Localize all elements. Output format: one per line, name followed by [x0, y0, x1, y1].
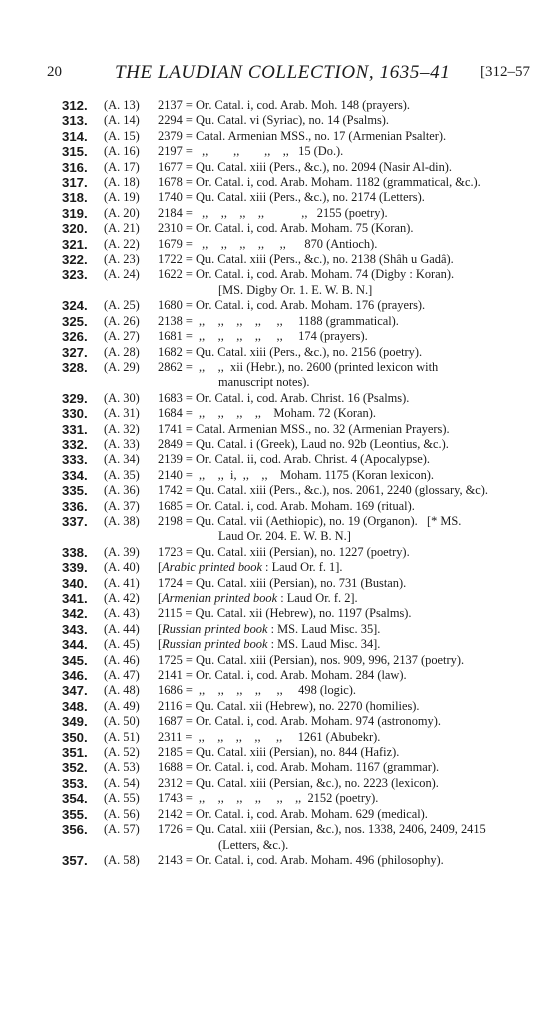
catalogue-entry	[0, 98, 557, 113]
catalogue-entry	[0, 452, 557, 467]
entry-a-number: (A. 51)	[104, 729, 140, 744]
entry-continuation: (Letters, &c.).	[218, 837, 289, 852]
entry-number: 347.	[62, 683, 88, 699]
catalogue-entry	[0, 637, 557, 652]
entry-number: 346.	[62, 668, 88, 684]
entry-number: 353.	[62, 775, 88, 791]
entry-description	[158, 791, 527, 806]
entry-description	[158, 822, 527, 853]
entry-text: 1742 = Qu. Catal. xiii (Pers., &c.), nos. 2061, 2240 (glossary, &c).	[158, 483, 489, 498]
entry-description	[158, 98, 527, 113]
page-header	[0, 62, 557, 88]
entry-description	[158, 206, 527, 221]
entry-number: 322.	[62, 252, 88, 268]
entry-description	[158, 422, 527, 437]
entry-description	[158, 637, 527, 652]
entry-description	[158, 252, 527, 267]
catalogue-entry	[0, 560, 557, 575]
entry-a-number: (A. 30)	[104, 390, 140, 405]
entry-text: 2197 = ,, ,, ,, ,, 15 (Do.).	[158, 144, 344, 159]
entry-description	[158, 730, 527, 745]
entry-a-number: (A. 23)	[104, 252, 140, 267]
entry-a-number: (A. 36)	[104, 483, 140, 498]
entry-a-number: (A. 31)	[104, 406, 140, 421]
entry-description	[158, 807, 527, 822]
entry-a-number: (A. 44)	[104, 621, 140, 636]
entry-italic-title: Russian printed book	[162, 637, 268, 652]
entry-a-number: (A. 19)	[104, 190, 140, 205]
entry-number: 351.	[62, 745, 88, 761]
entry-number: 318.	[62, 190, 88, 206]
entry-a-number: (A. 49)	[104, 698, 140, 713]
entry-number: 314.	[62, 128, 88, 144]
catalogue-entry	[0, 190, 557, 205]
entry-description	[158, 606, 527, 621]
entry-text: 1724 = Qu. Catal. xiii (Persian), no. 731 (Bustan).	[158, 575, 407, 590]
entry-a-number: (A. 21)	[104, 221, 140, 236]
entry-number: 339.	[62, 560, 88, 576]
entry-description	[158, 452, 527, 467]
entry-number: 320.	[62, 221, 88, 237]
entry-text: 1722 = Qu. Catal. xiii (Pers., &c.), no. 2138 (Shâh u Gadâ).	[158, 252, 454, 267]
entry-description	[158, 745, 527, 760]
entry-text: 2140 = ,, ,, i, ,, ,, Moham. 1175 (Koran lexicon).	[158, 467, 434, 482]
catalogue-entry	[0, 622, 557, 637]
entry-number: 342.	[62, 606, 88, 622]
entry-continuation: [MS. Digby Or. 1. E. W. B. N.]	[218, 282, 373, 297]
entry-number: 329.	[62, 390, 88, 406]
entry-text: 1678 = Or. Catal. i, cod. Arab. Moham. 1182 (grammatical, &c.).	[158, 175, 481, 190]
entry-location: : Laud Or. f. 1].	[261, 560, 343, 575]
catalogue-entry	[0, 822, 557, 853]
catalogue-entry	[0, 237, 557, 252]
entry-description	[158, 160, 527, 175]
entry-number: 355.	[62, 806, 88, 822]
entry-text: 1680 = Or. Catal. i, cod. Arab. Moham. 176 (prayers).	[158, 298, 426, 313]
catalogue-entry	[0, 760, 557, 775]
entry-text: 1686 = ,, ,, ,, ,, ,, 498 (logic).	[158, 683, 356, 698]
catalogue-entry	[0, 329, 557, 344]
entry-number: 334.	[62, 467, 88, 483]
entry-a-number: (A. 13)	[104, 98, 140, 112]
entry-description	[158, 129, 527, 144]
entry-number: 352.	[62, 760, 88, 776]
entry-description	[158, 560, 527, 575]
catalogue-entry	[0, 699, 557, 714]
entry-number: 356.	[62, 822, 88, 838]
entry-number: 323.	[62, 267, 88, 283]
catalogue-entry	[0, 745, 557, 760]
entry-number: 345.	[62, 652, 88, 668]
entry-a-number: (A. 41)	[104, 575, 140, 590]
entry-description	[158, 298, 527, 313]
entry-description	[158, 591, 527, 606]
entry-a-number: (A. 32)	[104, 421, 140, 436]
entry-number: 337.	[62, 513, 88, 529]
catalogue-entry	[0, 606, 557, 621]
entry-description	[158, 329, 527, 344]
entry-text: 1685 = Or. Catal. i, cod. Arab. Moham. 169 (ritual).	[158, 498, 415, 513]
entry-text: 1726 = Qu. Catal. xiii (Persian, &c.), nos. 1338, 2406, 2409, 2415	[158, 822, 486, 837]
entry-text: 1687 = Or. Catal. i, cod. Arab. Moham. 974 (astronomy).	[158, 714, 441, 729]
entry-a-number: (A. 58)	[104, 852, 140, 867]
entry-description	[158, 237, 527, 252]
entry-description	[158, 622, 527, 637]
entry-text: 1743 = ,, ,, ,, ,, ,, ,, 2152 (poetry).	[158, 791, 379, 806]
catalogue-entry	[0, 791, 557, 806]
entry-description	[158, 514, 527, 545]
entry-italic-title: Arabic printed book	[162, 560, 262, 575]
entry-description	[158, 437, 527, 452]
entry-text: 2115 = Qu. Catal. xii (Hebrew), no. 1197 (Psalms).	[158, 606, 412, 621]
entry-description	[158, 113, 527, 128]
catalogue-entry	[0, 252, 557, 267]
catalogue-entry	[0, 144, 557, 159]
entry-description	[158, 483, 527, 498]
entry-a-number: (A. 18)	[104, 175, 140, 190]
entry-number: 354.	[62, 791, 88, 807]
entry-a-number: (A. 29)	[104, 359, 140, 374]
entry-text: 2143 = Or. Catal. i, cod. Arab. Moham. 496 (philosophy).	[158, 852, 444, 867]
entry-text: 1682 = Qu. Catal. xiii (Pers., &c.), no. 2156 (poetry).	[158, 344, 423, 359]
catalogue-entry	[0, 360, 557, 391]
entry-description	[158, 699, 527, 714]
entry-location: : MS. Laud Misc. 34].	[267, 637, 381, 652]
entry-number: 326.	[62, 329, 88, 345]
entry-text: 2849 = Qu. Catal. i (Greek), Laud no. 92b (Leontius, &c.).	[158, 436, 449, 451]
entry-text: 1679 = ,, ,, ,, ,, ,, 870 (Antioch).	[158, 236, 378, 251]
entry-description	[158, 221, 527, 236]
entry-a-number: (A. 35)	[104, 467, 140, 482]
entry-description	[158, 345, 527, 360]
catalogue-entry	[0, 221, 557, 236]
entry-a-number: (A. 34)	[104, 452, 140, 467]
catalogue-entry	[0, 129, 557, 144]
entry-description	[158, 668, 527, 683]
entry-text: 2138 = ,, ,, ,, ,, ,, 1188 (grammatical).	[158, 313, 399, 328]
entry-italic-title: Armenian printed book	[162, 591, 278, 605]
entry-a-number: (A. 52)	[104, 745, 140, 760]
entry-range: [312–57	[480, 64, 530, 80]
entry-number: 341.	[62, 591, 88, 606]
entry-text: 2310 = Or. Catal. i, cod. Arab. Moham. 75 (Koran).	[158, 221, 414, 236]
catalogue-entry	[0, 545, 557, 560]
entry-a-number: (A. 56)	[104, 806, 140, 821]
entry-number: 340.	[62, 575, 88, 591]
entry-description	[158, 406, 527, 421]
entry-text: 2184 = ,, ,, ,, ,, ,, 2155 (poetry).	[158, 205, 388, 220]
entry-text: 2116 = Qu. Catal. xii (Hebrew), no. 2270 (homilies).	[158, 698, 420, 713]
entry-number: 321.	[62, 236, 88, 252]
catalogue-entry	[0, 853, 557, 868]
entry-number: 312.	[62, 98, 88, 113]
entry-bracket-open: [	[158, 637, 163, 652]
entry-a-number: (A. 42)	[104, 591, 140, 605]
catalogue-entry	[0, 175, 557, 190]
entry-description	[158, 175, 527, 190]
entry-number: 333.	[62, 452, 88, 468]
entry-number: 331.	[62, 421, 88, 437]
entry-continuation: Laud Or. 204. E. W. B. N.]	[218, 529, 351, 544]
entry-continuation: manuscript notes).	[218, 375, 310, 390]
entry-a-number: (A. 53)	[104, 760, 140, 775]
entry-number: 315.	[62, 144, 88, 160]
entry-a-number: (A. 54)	[104, 775, 140, 790]
entry-text: 2294 = Qu. Catal. vi (Syriac), no. 14 (Psalms).	[158, 113, 390, 128]
entry-a-number: (A. 57)	[104, 822, 140, 837]
entry-number: 350.	[62, 729, 88, 745]
entry-a-number: (A. 43)	[104, 606, 140, 621]
catalogue-entry	[0, 576, 557, 591]
entry-a-number: (A. 26)	[104, 313, 140, 328]
catalogue-entry	[0, 422, 557, 437]
entry-description	[158, 776, 527, 791]
catalogue-entry	[0, 483, 557, 498]
entry-bracket-open: [	[158, 591, 163, 605]
entry-a-number: (A. 14)	[104, 113, 140, 128]
entry-a-number: (A. 45)	[104, 637, 140, 652]
catalogue-entry	[0, 468, 557, 483]
entry-description	[158, 760, 527, 775]
entry-number: 343.	[62, 621, 88, 637]
entry-description	[158, 391, 527, 406]
entry-bracket-open: [	[158, 560, 163, 575]
entry-number: 336.	[62, 498, 88, 514]
entry-description	[158, 576, 527, 591]
entry-bracket-open: [	[158, 621, 163, 636]
entry-description	[158, 360, 527, 391]
catalogue-entry	[0, 514, 557, 545]
entry-description	[158, 190, 527, 205]
entry-number: 332.	[62, 436, 88, 452]
entry-location: : Laud Or. f. 2].	[277, 591, 358, 605]
entry-description	[158, 853, 527, 868]
catalogue-entry	[0, 714, 557, 729]
catalogue-entry	[0, 499, 557, 514]
entry-a-number: (A. 48)	[104, 683, 140, 698]
entry-a-number: (A. 46)	[104, 652, 140, 667]
catalogue-entry	[0, 591, 557, 606]
catalogue-entry	[0, 683, 557, 698]
catalogue-entry	[0, 668, 557, 683]
entry-number: 328.	[62, 359, 88, 375]
entry-text: 2198 = Qu. Catal. vii (Aethiopic), no. 19 (Organon). [* MS.	[158, 513, 462, 528]
entry-number: 349.	[62, 714, 88, 730]
entry-a-number: (A. 27)	[104, 329, 140, 344]
entry-text: 1741 = Catal. Armenian MSS., no. 32 (Armenian Prayers).	[158, 421, 450, 436]
page-number: 20	[47, 64, 62, 80]
entry-number: 319.	[62, 205, 88, 221]
entry-text: 1681 = ,, ,, ,, ,, ,, 174 (prayers).	[158, 329, 368, 344]
entry-number: 357.	[62, 852, 88, 868]
entry-a-number: (A. 33)	[104, 436, 140, 451]
entry-a-number: (A. 15)	[104, 128, 140, 143]
catalogue-entry	[0, 314, 557, 329]
entry-description	[158, 714, 527, 729]
entry-text: 2139 = Or. Catal. ii, cod. Arab. Christ. 4 (Apocalypse).	[158, 452, 430, 467]
catalogue-entry	[0, 437, 557, 452]
entry-description	[158, 267, 527, 298]
catalogue-entries	[0, 98, 557, 868]
entry-number: 330.	[62, 406, 88, 422]
entry-text: 1740 = Qu. Catal. xiii (Pers., &c.), no. 2174 (Letters).	[158, 190, 425, 205]
entry-a-number: (A. 38)	[104, 513, 140, 528]
entry-number: 335.	[62, 483, 88, 499]
entry-italic-title: Russian printed book	[162, 621, 268, 636]
entry-text: 2141 = Or. Catal. i, cod. Arab. Moham. 284 (law).	[158, 668, 407, 683]
entry-location: : MS. Laud Misc. 35].	[267, 621, 381, 636]
entry-number: 313.	[62, 113, 88, 129]
entry-number: 325.	[62, 313, 88, 329]
catalogue-entry	[0, 653, 557, 668]
entry-a-number: (A. 22)	[104, 236, 140, 251]
catalogue-entry	[0, 113, 557, 128]
entry-description	[158, 653, 527, 668]
catalogue-entry	[0, 206, 557, 221]
entry-text: 1622 = Or. Catal. i, cod. Arab. Moham. 74 (Digby : Koran).	[158, 267, 455, 282]
entry-number: 338.	[62, 544, 88, 560]
entry-text: 2185 = Qu. Catal. xiii (Persian), no. 844 (Hafiz).	[158, 745, 400, 760]
catalogue-entry	[0, 160, 557, 175]
entry-number: 344.	[62, 637, 88, 653]
catalogue-entry	[0, 267, 557, 298]
entry-a-number: (A. 28)	[104, 344, 140, 359]
entry-number: 316.	[62, 159, 88, 175]
entry-a-number: (A. 40)	[104, 560, 140, 575]
entry-description	[158, 314, 527, 329]
entry-description	[158, 499, 527, 514]
catalogue-entry	[0, 776, 557, 791]
entry-a-number: (A. 50)	[104, 714, 140, 729]
entry-text: 1683 = Or. Catal. i, cod. Arab. Christ. 16 (Psalms).	[158, 390, 410, 405]
entry-number: 327.	[62, 344, 88, 360]
entry-text: 2379 = Catal. Armenian MSS., no. 17 (Armenian Psalter).	[158, 128, 447, 143]
entry-text: 2312 = Qu. Catal. xiii (Persian, &c.), no. 2223 (lexicon).	[158, 775, 439, 790]
entry-description	[158, 468, 527, 483]
entry-text: 2142 = Or. Catal. i, cod. Arab. Moham. 629 (medical).	[158, 806, 428, 821]
entry-text: 2311 = ,, ,, ,, ,, ,, 1261 (Abubekr).	[158, 729, 381, 744]
entry-description	[158, 545, 527, 560]
catalogue-entry	[0, 298, 557, 313]
entry-a-number: (A. 24)	[104, 267, 140, 282]
catalogue-entry	[0, 406, 557, 421]
entry-a-number: (A. 37)	[104, 498, 140, 513]
entry-number: 348.	[62, 698, 88, 714]
entry-a-number: (A. 16)	[104, 144, 140, 159]
entry-text: 2862 = ,, ,, xii (Hebr.), no. 2600 (printed lexicon with	[158, 359, 439, 374]
entry-a-number: (A. 39)	[104, 544, 140, 559]
entry-text: 1684 = ,, ,, ,, ,, Moham. 72 (Koran).	[158, 406, 376, 421]
entry-text: 1725 = Qu. Catal. xiii (Persian), nos. 909, 996, 2137 (poetry).	[158, 652, 465, 667]
running-title: THE LAUDIAN COLLECTION, 1635–41	[115, 62, 451, 83]
catalogue-entry	[0, 345, 557, 360]
entry-a-number: (A. 47)	[104, 668, 140, 683]
catalogue-entry	[0, 391, 557, 406]
entry-text: 1723 = Qu. Catal. xiii (Persian), no. 1227 (poetry).	[158, 544, 410, 559]
catalogue-entry	[0, 730, 557, 745]
entry-description	[158, 144, 527, 159]
entry-number: 317.	[62, 175, 88, 191]
entry-a-number: (A. 25)	[104, 298, 140, 313]
entry-text: 1688 = Or. Catal. i, cod. Arab. Moham. 1167 (grammar).	[158, 760, 440, 775]
entry-text: 1677 = Qu. Catal. xiii (Pers., &c.), no. 2094 (Nasir Al-din).	[158, 159, 452, 174]
entry-number: 324.	[62, 298, 88, 314]
entry-description	[158, 683, 527, 698]
entry-a-number: (A. 55)	[104, 791, 140, 806]
entry-a-number: (A. 17)	[104, 159, 140, 174]
catalogue-entry	[0, 807, 557, 822]
entry-a-number: (A. 20)	[104, 205, 140, 220]
entry-text: 2137 = Or. Catal. i, cod. Arab. Moh. 148 (prayers).	[158, 98, 410, 112]
